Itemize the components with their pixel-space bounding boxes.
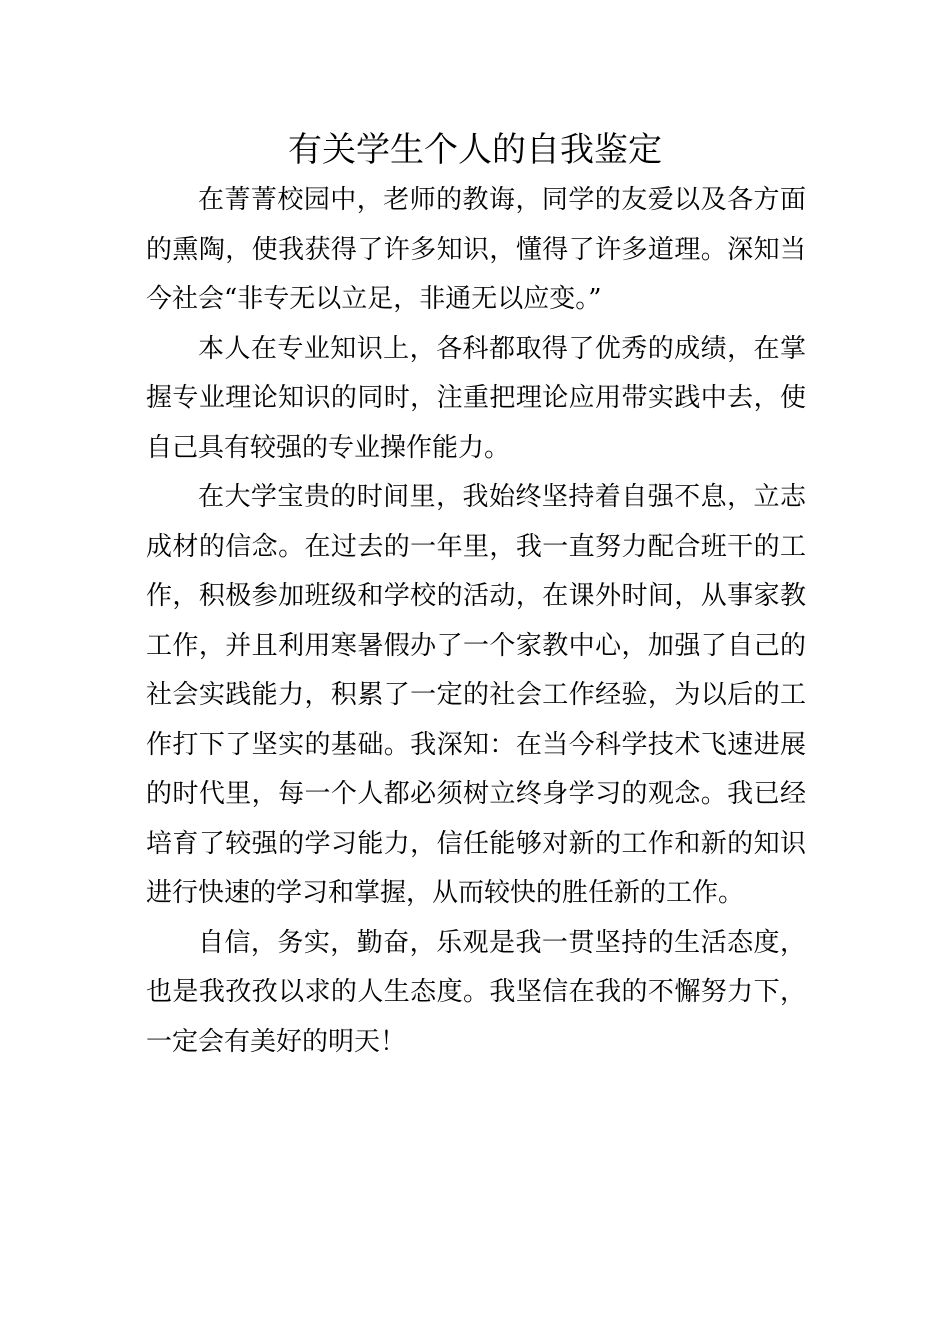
paragraph-3: 在大学宝贵的时间里，我始终坚持着自强不息，立志成材的信念。在过去的一年里，我一直努力配合班干的工作，积极参加班级和学校的活动，在课外时间，从事家教工作，并且利用寒暑假办了一个家教中心，加强了自己的社会实践能力，积累了一定的社会工作经验，为以后的工作打下了坚实的基础。我深知：在当今科学技术飞速进展的时代里，每一个人都必须树立终身学习的观念。我已经培育了较强的学习能力，信任能够对新的工作和新的知识进行快速的学习和掌握，从而较快的胜任新的工作。	[146, 482, 806, 908]
paragraph-2: 本人在专业知识上，各科都取得了优秀的成绩，在掌握专业理论知识的同时，注重把理论应用带实践中去，使自己具有较强的专业操作能力。	[146, 333, 806, 463]
paragraph-1: 在菁菁校园中，老师的教诲，同学的友爱以及各方面的熏陶，使我获得了许多知识，懂得了许多道理。深知当今社会“非专无以立足，非通无以应变。”	[146, 185, 806, 314]
document-title: 有关学生个人的自我鉴定	[288, 130, 662, 170]
paragraph-4: 自信，务实，勤奋，乐观是我一贯坚持的生活态度，也是我孜孜以求的人生态度。我坚信在我的不懈努力下，一定会有美好的明天！	[146, 927, 806, 1057]
document-body	[146, 176, 806, 1067]
